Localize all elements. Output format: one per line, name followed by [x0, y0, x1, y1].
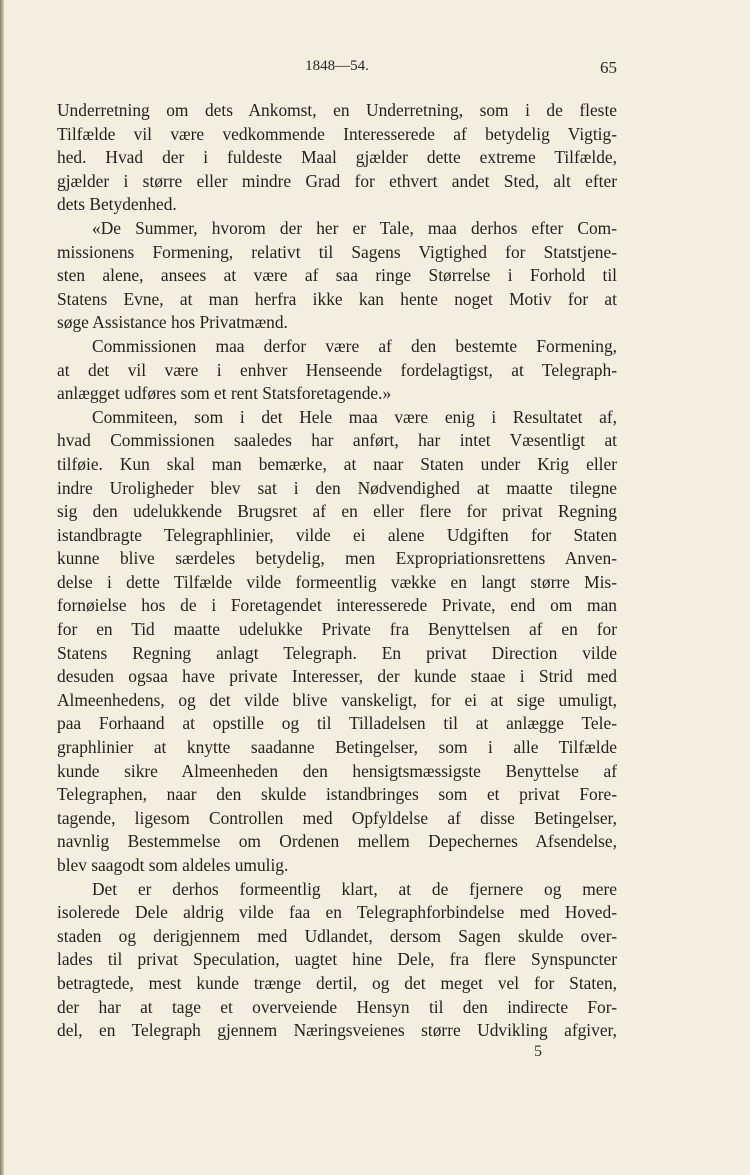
text-line: Telegraphen, naar den skulde istandbringes som et privat Fore- [57, 784, 617, 805]
text-line: hed. Hvad der i fuldeste Maal gjælder dette extreme Tilfælde, [57, 147, 617, 168]
text-line: søge Assistance hos Privatmænd. [57, 312, 288, 333]
text-line: «De Summer, hvorom der her er Tale, maa derhos efter Com- [92, 217, 617, 238]
page-number: 65 [600, 58, 617, 77]
text-line: istandbragte Telegraphlinier, vilde ei alene Udgiften for Staten [57, 524, 617, 545]
text-line: Commissionen maa derfor være af den bestemte Formening, [92, 335, 617, 356]
text-line: Statens Regning anlagt Telegraph. En privat Direction vilde [57, 642, 617, 663]
text-line: fornøielse hos de i Foretagendet interesserede Private, end om man [57, 595, 617, 616]
text-line: Almeenhedens, og det vilde blive vanskeligt, for ei at sige umuligt, [57, 689, 617, 710]
text-line: at det vil være i enhver Henseende fordelagtigst, at Telegraph- [57, 359, 617, 380]
text-line: desuden ogsaa have private Interesser, der kunde staae i Strid med [57, 666, 617, 687]
text-line: Commiteen, som i det Hele maa være enig i Resultatet af, [92, 406, 617, 427]
page-binding-edge [0, 0, 4, 1175]
running-head: 1848—54. [305, 58, 369, 74]
text-line: isolerede Dele aldrig vilde faa en Telegraphforbindelse med Hoved- [57, 902, 617, 923]
text-line: lades til privat Speculation, uagtet hine Dele, fra flere Synspuncter [57, 949, 617, 970]
text-line: blev saagodt som aldeles umulig. [57, 855, 289, 875]
text-line: paa Forhaand at opstille og til Tilladelsen til at anlægge Tele- [57, 713, 617, 734]
text-line: delse i dette Tilfælde vilde formeentlig vække en langt større Mis- [57, 571, 617, 592]
text-line: sig den udelukkende Brugsret af en eller flere for privat Regning [57, 501, 617, 522]
text-line: anlægget udføres som et rent Statsforetagende.» [57, 383, 392, 404]
text-line: staden og derigjennem med Udlandet, dersom Sagen skulde over- [57, 925, 617, 946]
text-line: for en Tid maatte udelukke Private fra Benyttelsen af en for [57, 619, 617, 640]
text-line: indre Uroligheder blev sat i den Nødvendighed at maatte tilegne [57, 477, 617, 498]
text-line: dets Betydenhed. [57, 194, 177, 215]
text-line: navnlig Bestemmelse om Ordenen mellem Depechernes Afsendelse, [57, 831, 617, 852]
text-line: Statens Evne, at man herfra ikke kan hente noget Motiv for at [57, 288, 617, 309]
signature-mark: 5 [534, 1043, 542, 1060]
text-line: del, en Telegraph gjennem Næringsveienes større Udvikling afgiver, [57, 1020, 617, 1041]
text-line: sten alene, ansees at være af saa ringe Størrelse i Forhold til [57, 265, 617, 286]
page-header [57, 58, 617, 82]
text-line: Tilfælde vil være vedkommende Interesserede af betydelig Vigtig- [57, 123, 617, 144]
text-line: kunde sikre Almeenheden den hensigtsmæssigste Benyttelse af [57, 760, 617, 781]
text-line: graphlinier at knytte saadanne Betingelser, som i alle Tilfælde [57, 737, 617, 758]
text-line: gjælder i større eller mindre Grad for ethvert andet Sted, alt efter [57, 170, 617, 191]
body-text [57, 99, 617, 1043]
text-line: der har at tage et overveiende Hensyn til den indirecte For- [57, 996, 617, 1017]
text-line: tagende, ligesom Controllen med Opfyldelse af disse Betingelser, [57, 807, 617, 828]
text-line: Underretning om dets Ankomst, en Underretning, som i de fleste [57, 100, 617, 120]
text-line: missionens Formening, relativt til Sagens Vigtighed for Statstjene- [57, 241, 617, 262]
text-line: tilføie. Kun skal man bemærke, at naar Staten under Krig eller [57, 453, 617, 474]
text-line: hvad Commissionen saaledes har anført, har intet Væsentligt at [57, 430, 617, 451]
text-line: betragtede, mest kunde trænge dertil, og det meget vel for Staten, [57, 972, 617, 993]
text-line: kunne blive særdeles betydelig, men Expropriationsrettens Anven- [57, 548, 617, 569]
text-line: Det er derhos formeentlig klart, at de fjernere og mere [92, 878, 617, 899]
